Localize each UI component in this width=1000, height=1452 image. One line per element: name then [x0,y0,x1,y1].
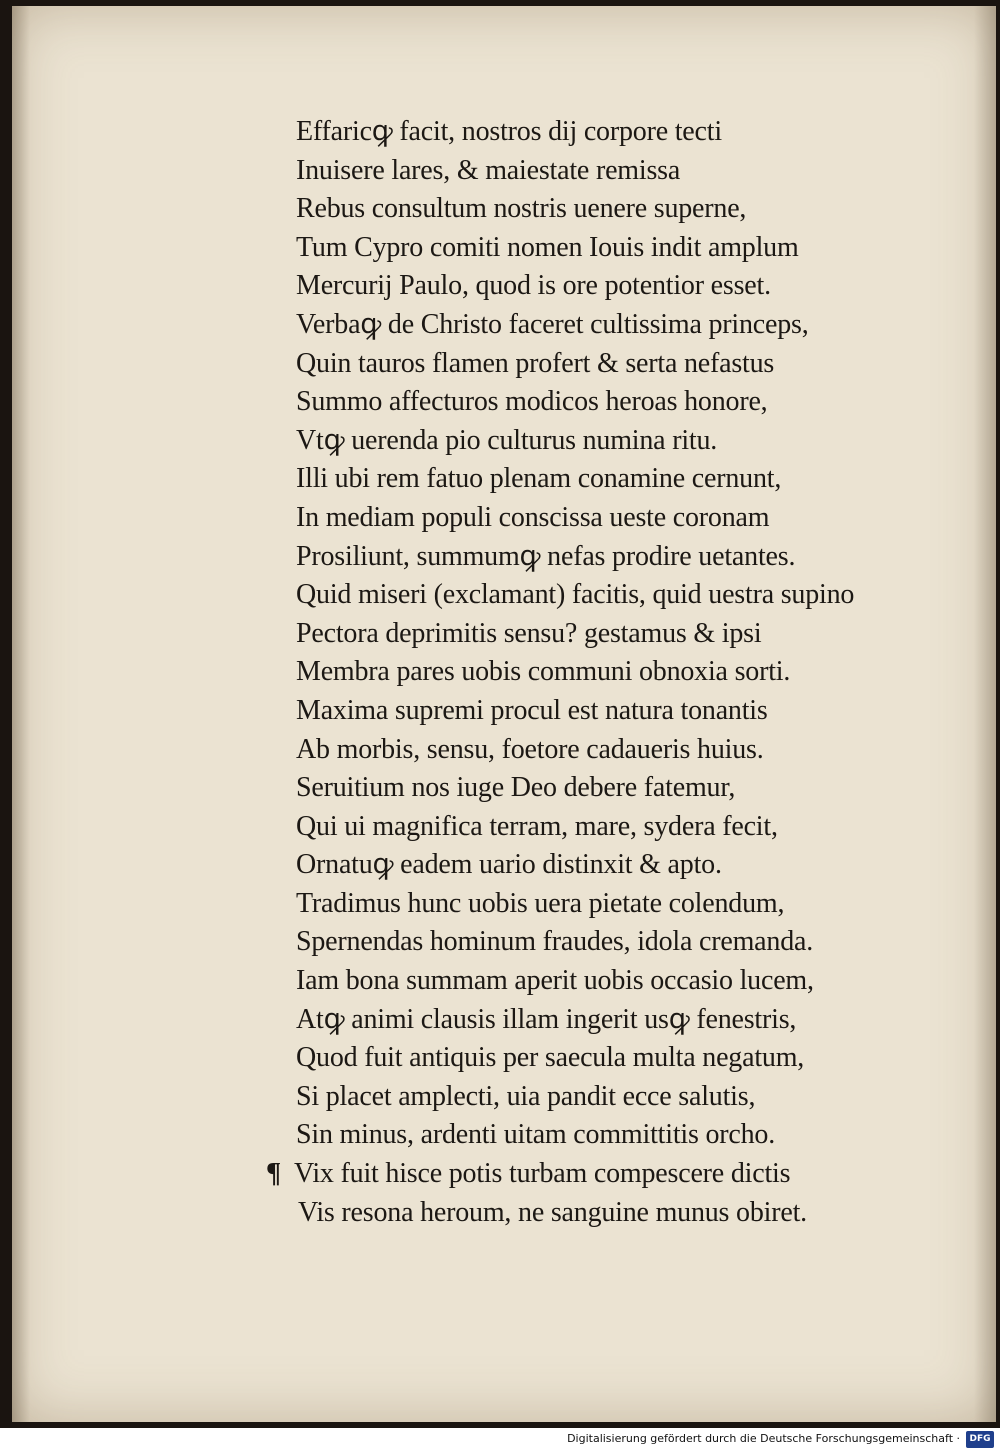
verse-line-21: Tradimus hunc uobis uera pietate colendum, [296,887,785,919]
funding-credit: Digitalisierung gefördert durch die Deutsche Forschungsgemeinschaft · [567,1432,960,1445]
pilcrow-mark: ¶ [266,1158,281,1190]
verse-line-28 [266,1155,936,1194]
verse-line-5: Mercurij Paulo, quod is ore potentior esset. [296,270,771,302]
verse-line-19: Qui ui magnifica terram, mare, sydera fecit, [296,810,778,842]
verse-line-3: Rebus consultum nostris uenere superne, [296,193,747,225]
verse-line-13: Quid miseri (exclamant) facitis, quid uestra supino [296,579,855,611]
verse-line-15: Membra pares uobis communi obnoxia sorti. [296,656,791,688]
verse-line-7: Quin tauros flamen profert & serta nefastus [296,347,775,379]
verse-line-16: Maxima supremi procul est natura tonantis [296,694,768,726]
verse-line-9: Vtꝙ uerenda pio culturus numina ritu. [296,424,718,456]
verse-line-12: Prosiliunt, summumꝙ nefas prodire uetantes. [296,540,796,572]
verse-line-6: Verbaꝙ de Christo faceret cultissima princeps, [296,308,809,340]
verse-line-14: Pectora deprimitis sensu? gestamus & ipsi [296,617,762,649]
verse-line-17: Ab morbis, sensu, foetore cadaueris huius. [296,733,764,765]
verse-line-4: Tum Cypro comiti nomen Iouis indit amplum [296,231,799,263]
verse-line-26: Si placet amplecti, uia pandit ecce salutis, [296,1080,756,1112]
verse-line-22: Spernendas hominum fraudes, idola cremanda. [296,926,814,958]
verse-line-8: Summo affecturos modicos heroas honore, [296,386,768,418]
verse-line-25: Quod fuit antiquis per saecula multa negatum, [296,1042,805,1074]
verse-line-20: Ornatuꝙ eadem uario distinxit & apto. [296,849,722,881]
verse-line-29: Vis resona heroum, ne sanguine munus obiret. [298,1196,807,1228]
verse-line-24: Atꝙ animi clausis illam ingerit usꝙ fenestris, [296,1003,797,1035]
verse-text-block [266,113,936,1232]
verse-line-1: Effaricꝙ facit, nostros dij corpore tecti [296,116,722,147]
dfg-logo-icon: DFG [966,1431,994,1448]
verse-line-18: Seruitium nos iuge Deo debere fatemur, [296,772,736,804]
verse-line-23: Iam bona summam aperit uobis occasio lucem, [296,965,814,997]
page-edge-shadow [974,6,996,1422]
verse-line-2: Inuisere lares, & maiestate remissa [296,154,681,186]
page-gutter-shadow [12,6,30,1422]
verse-line-10: Illi ubi rem fatuo plenam conamine cernunt, [296,463,782,495]
verse-line-27: Sin minus, ardenti uitam committitis orcho. [296,1119,776,1151]
book-page [12,6,996,1422]
digitization-footer [0,1428,1000,1452]
verse-line-28-text: Vix fuit hisce potis turbam compescere dictis [294,1158,791,1190]
verse-line-11: In mediam populi conscissa ueste coronam [296,501,770,533]
